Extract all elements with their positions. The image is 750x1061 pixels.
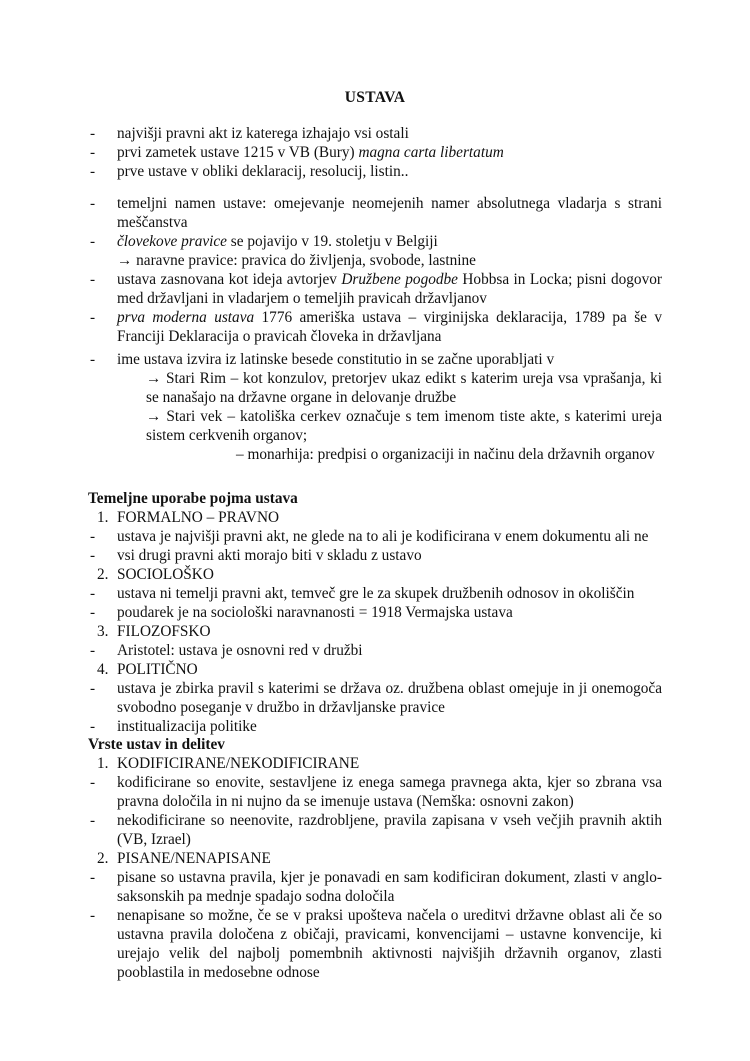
arrow-icon: → [146, 408, 162, 425]
list-item: - ustava je zbirka pravil s katerimi se država oz. družbena oblast omejuje in ji onemogoča svobodno poseganje v družbo in državljanske pravice [88, 679, 662, 717]
list-item: - vsi drugi pravni akti morajo biti v skladu z ustavo [88, 546, 662, 565]
list-item: - ime ustava izvira iz latinske besede constitutio in se začne uporabljati v [88, 350, 662, 369]
list-item: - institualizacija politike [88, 717, 662, 736]
list-item: - Aristotel: ustava je osnovni red v družbi [88, 641, 662, 660]
list-item: - kodificirane so enovite, sestavljene iz enega samega pravnega akta, kjer so zbrana vsa pravna določila in ni nujno da se imenuje ustava (Nemška: osnovni zakon) [88, 773, 662, 811]
numbered-item: 3. FILOZOFSKO [97, 623, 211, 640]
arrow-icon: → [146, 370, 162, 387]
numbered-item: 1. FORMALNO – PRAVNO [97, 509, 280, 526]
numbered-item: 2. SOCIOLOŠKO [97, 566, 214, 583]
arrow-item: → Stari vek – katoliška cerkev označuje s tem imenom tiste akte, s katerimi ureja sistem cerkvenih organov; [146, 408, 662, 444]
section-heading: Vrste ustav in delitev [88, 736, 225, 753]
section-vrste-ustav [88, 735, 662, 982]
numbered-item: 4. POLITIČNO [97, 661, 198, 678]
list-item: - nenapisane so možne, če se v praksi upošteva načela o ureditvi državne oblast ali če so ustavna pravila določena z običaji, pravicami, konvencijami – ustavne konvencije, ki urejajo velik del najbolj pomembnih aktivnosti najvišjih državnih organov, zlasti pooblastila in medosebne odnose [88, 906, 662, 982]
list-item: - nekodificirane so neenovite, razdrobljene, pravila zapisana v vseh večjih pravnih aktih (VB, Izrael) [88, 811, 662, 849]
list-item: - prva moderna ustava 1776 ameriška ustava – virginijska deklaracija, 1789 pa še v Franciji Deklaracija o pravicah človeka in državljana [88, 308, 662, 346]
arrow-item: → naravne pravice: pravica do življenja, svobode, lastnine [117, 252, 476, 269]
arrow-icon: → [117, 252, 133, 269]
page-title: USTAVA [344, 89, 406, 106]
numbered-item: 2. PISANE/NENAPISANE [97, 850, 271, 867]
list-item: - prve ustave v obliki deklaracij, resolucij, listin.. [88, 162, 662, 181]
section-heading: Temeljne uporabe pojma ustava [88, 490, 298, 507]
list-item: - najvišji pravni akt iz katerega izhajajo vsi ostali [88, 124, 662, 143]
list-item: - prvi zametek ustave 1215 v VB (Bury) magna carta libertatum [88, 143, 662, 162]
list-item: - ustava je najvišji pravni akt, ne glede na to ali je kodificirana v enem dokumentu ali ne [88, 527, 662, 546]
sub-item: – monarhija: predpisi o organizaciji in načinu dela državnih organov [236, 446, 655, 463]
numbered-item: 1. KODIFICIRANE/NEKODIFICIRANE [97, 755, 360, 772]
arrow-item: → Stari Rim – kot konzulov, pretorjev ukaz edikt s katerim ureja vsa vprašanja, ki se nanašajo na državne organe in delovanje družbe [146, 370, 663, 406]
list-item: - ustava zasnovana kot ideja avtorjev Družbene pogodbe Hobbsa in Locka; pisni dogovor med državljani in vladarjem o temeljih pravicah državljanov [88, 270, 662, 308]
list-item: - pisane so ustavna pravila, kjer je ponavadi en sam kodificiran dokument, zlasti v anglo-saksonskih pa mednje spadajo sodna določila [88, 868, 662, 906]
intro-group-2 [88, 194, 662, 346]
intro-group-1 [88, 124, 662, 181]
list-item: - poudarek je na sociološki naravnanosti = 1918 Vermajska ustava [88, 603, 662, 622]
list-item: - ustava ni temelji pravni akt, temveč gre le za skupek družbenih odnosov in okoliščin [88, 584, 662, 603]
intro-group-3 [88, 350, 662, 464]
list-item: - človekove pravice se pojavijo v 19. stoletju v Belgiji [88, 232, 662, 251]
list-item: - temeljni namen ustave: omejevanje neomejenih namer absolutnega vladarja s strani meščanstva [88, 194, 662, 232]
section-temeljne-uporabe [88, 489, 662, 736]
